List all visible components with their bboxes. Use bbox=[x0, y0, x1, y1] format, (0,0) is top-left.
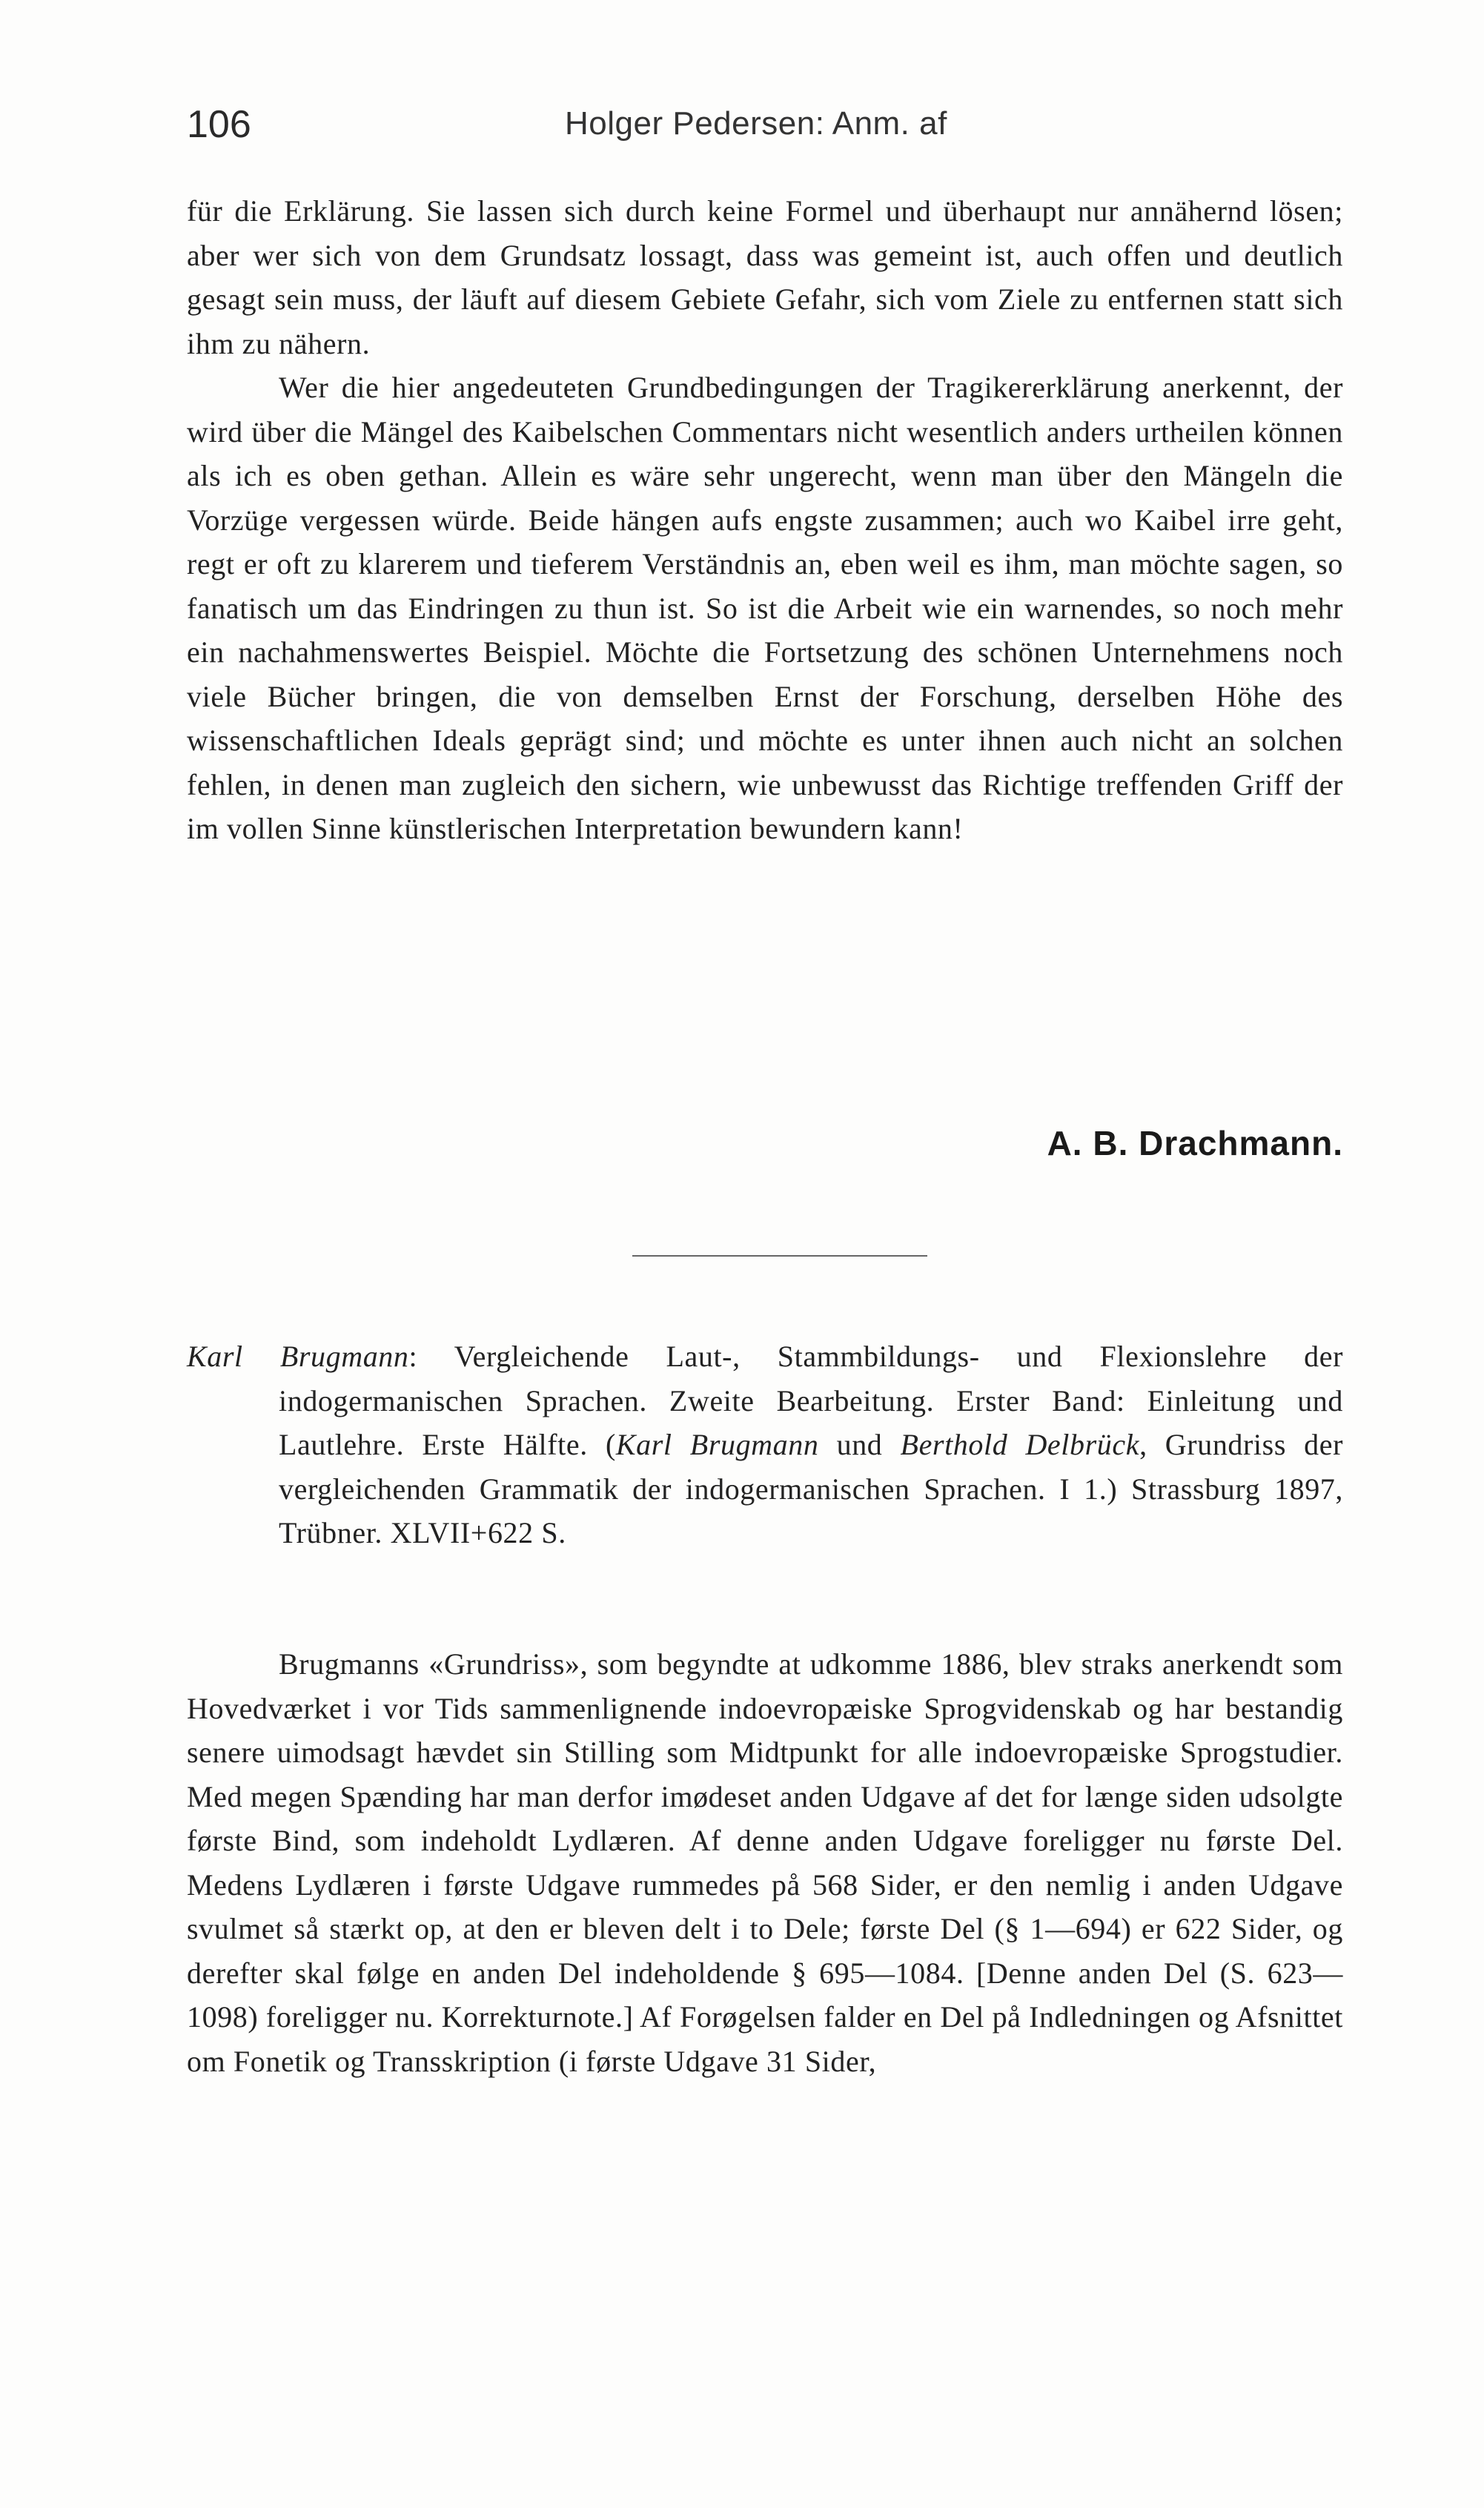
paragraph: Brugmanns «Grundriss», som begyndte at udkomme 1886, blev straks anerkendt som Hovedværket i vor Tids sammenlignende indoevropæiske Sprogvidenskab og har bestandig senere uimodsagt hævdet sin Stilling som Midtpunkt for alle indoevropæiske Sprogstudier. Med megen Spænding har man derfor imødeset anden Udgave af det for længe siden udsolgte første Bind, som indeholdt Lydlæren. Af denne anden Udgave foreligger nu første Del. Medens Lydlæren i første Udgave rummedes på 568 Sider, er den nemlig i anden Udgave svulmet så stærkt op, at den er bleven delt i to Dele; første Del (§ 1—694) er 622 Sider, og derefter skal følge en anden Del indeholdende § 695—1084. [Denne anden Del (S. 623—1098) foreligger nu. Korrekturnote.] Af Forøgelsen falder en Del på Indledningen og Afsnittet om Fonetik og Transskription (i første Udgave 31 Sider, bbox=[187, 1647, 1343, 2078]
paragraph: Wer die hier angedeuteten Grundbedingungen der Tragikererklärung anerkennt, der wird über die Mängel des Kaibelschen Commentars nicht wesentlich anders urtheilen können als ich es oben gethan. Allein es wäre sehr ungerecht, wenn man über den Mängeln die Vorzüge vergessen würde. Beide hängen aufs engste zusammen; auch wo Kaibel irre geht, regt er oft zu klarerem und tieferem Verständnis an, eben weil es ihm, man möchte sagen, so fanatisch um das Eindringen zu thun ist. So ist die Arbeit wie ein warnendes, so noch mehr ein nachahmenswertes Beispiel. Möchte die Fortsetzung des schönen Unternehmens noch viele Bücher bringen, die von demselben Ernst der Forschung, derselben Höhe des wissenschaftlichen Ideals geprägt sind; und möchte es unter ihnen auch nicht an solchen fehlen, in denen man zugleich den sichern, wie unbewusst das Richtige treffenden Griff der im vollen Sinne künstlerischen Interpretation bewundern kann! bbox=[187, 371, 1343, 845]
author-separator: : bbox=[408, 1340, 454, 1373]
book-title: Vergleichende Laut-, Stammbildungs- und Flexionslehre der indogermanischen Sprachen. Zweite Bearbeitung. Erster Band: Einleitung und Lautlehre. Erste Hälfte. ( bbox=[279, 1340, 1344, 1461]
coauthor-name: Karl Brugmann bbox=[615, 1428, 819, 1461]
reviewer-signature: A. B. Drachmann. bbox=[1047, 1124, 1343, 1162]
page-header bbox=[187, 102, 1343, 154]
conjunction: und bbox=[818, 1428, 901, 1461]
review-pedersen-text bbox=[187, 1642, 1343, 2083]
page-number: 106 bbox=[187, 103, 251, 146]
coauthor-name: Berthold Delbrück bbox=[900, 1428, 1140, 1461]
publication-details: , Grundriss der vergleichenden Grammatik der indogermanischen Sprachen. I 1.) Strassburg 1897, Trübner. XLVII+622 S. bbox=[279, 1428, 1343, 1549]
running-head: Holger Pedersen: Anm. af bbox=[565, 105, 947, 142]
paragraph: für die Erklärung. Sie lassen sich durch keine Formel und überhaupt nur annähernd lösen; aber wer sich von dem Grundsatz lossagt, dass was gemeint ist, auch offen und deutlich gesagt sein muss, der läuft auf diesem Gebiete Gefahr, sich vom Ziele zu entfernen statt sich ihm zu nähern. bbox=[187, 194, 1343, 360]
review-drachmann-text bbox=[187, 189, 1343, 851]
section-divider bbox=[632, 1255, 927, 1257]
bibliographic-entry bbox=[187, 1334, 1343, 1555]
author-name: Karl Brugmann bbox=[187, 1340, 409, 1373]
